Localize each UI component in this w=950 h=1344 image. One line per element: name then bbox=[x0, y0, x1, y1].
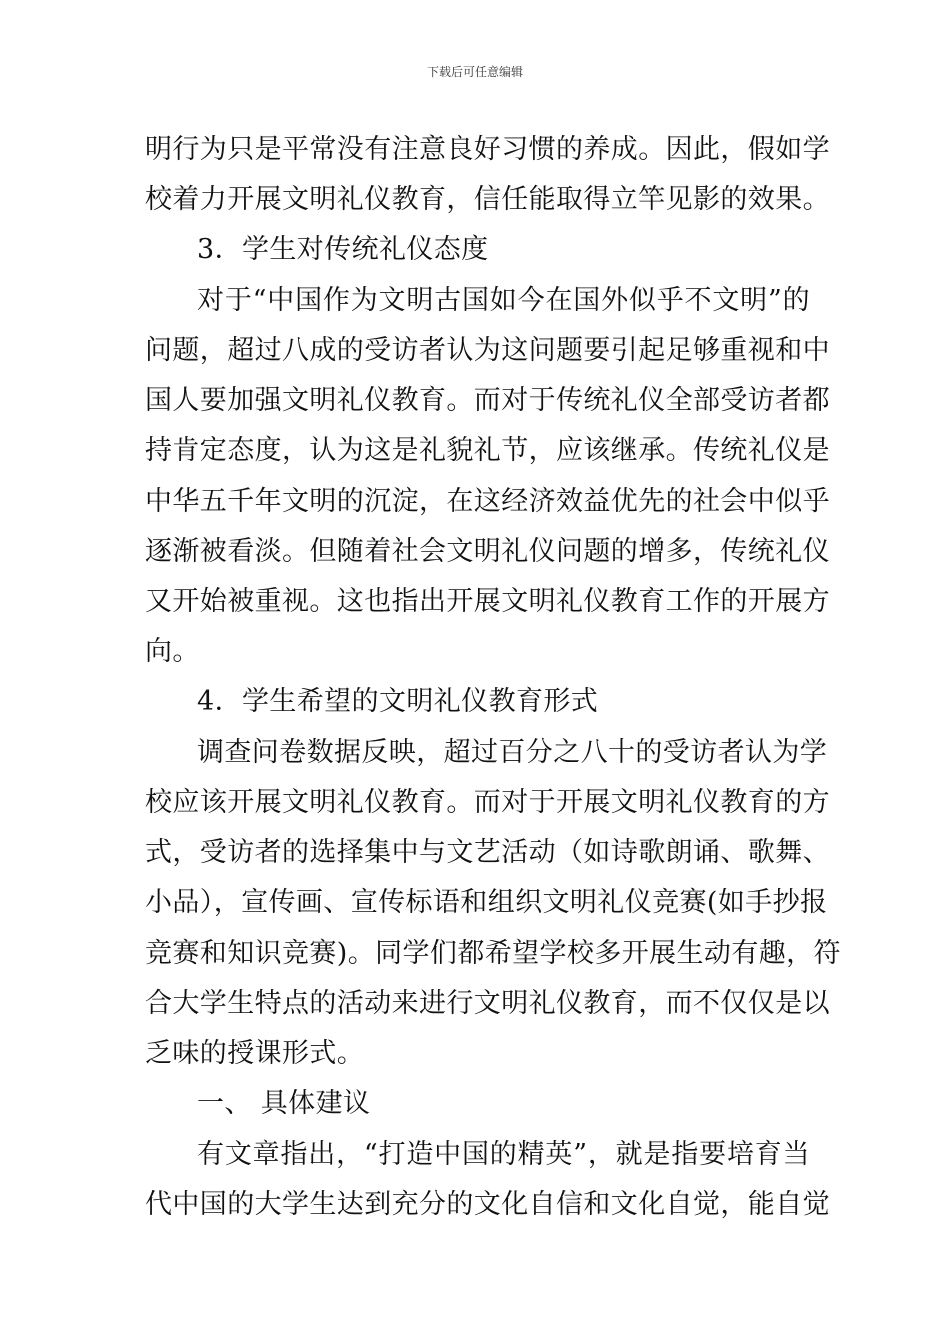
body-line: 乏味的授课形式。 bbox=[145, 1038, 365, 1069]
body-line: 逐渐被看淡。但随着社会文明礼仪问题的增多，传统礼仪 bbox=[145, 536, 830, 567]
body-line: 有文章指出，“打造中国的精英”，就是指要培育当 bbox=[197, 1139, 810, 1170]
body-line: 校着力开展文明礼仪教育，信任能取得立竿见影的效果。 bbox=[145, 184, 830, 215]
body-line: 对于“中国作为文明古国如今在国外似乎不文明”的 bbox=[197, 285, 810, 316]
body-line: 国人要加强文明礼仪教育。而对于传统礼仪全部受访者都 bbox=[145, 385, 830, 416]
body-line: 小品），宣传画、宣传标语和组织文明礼仪竞赛(如手抄报 bbox=[145, 887, 828, 918]
body-line: 又开始被重视。这也指出开展文明礼仪教育工作的开展方 bbox=[145, 586, 830, 617]
body-line: 持肯定态度，认为这是礼貌礼节，应该继承。传统礼仪是 bbox=[145, 435, 830, 466]
body-line: 合大学生特点的活动来进行文明礼仪教育，而不仅仅是以 bbox=[145, 988, 830, 1019]
body-line: 中华五千年文明的沉淀，在这经济效益优先的社会中似乎 bbox=[145, 486, 830, 517]
body-line: 向。 bbox=[145, 636, 200, 667]
section-heading: 一、 具体建议 bbox=[197, 1088, 371, 1119]
body-line: 校应该开展文明礼仪教育。而对于开展文明礼仪教育的方 bbox=[145, 787, 830, 818]
body-line: 调查问卷数据反映，超过百分之八十的受访者认为学 bbox=[197, 737, 828, 768]
body-line: 问题，超过八成的受访者认为这问题要引起足够重视和中 bbox=[145, 335, 830, 366]
body-line: 明行为只是平常没有注意良好习惯的养成。因此，假如学 bbox=[145, 134, 830, 165]
page-header: 下载后可任意编辑 bbox=[426, 65, 523, 79]
body-line: 竞赛和知识竞赛)。同学们都希望学校多开展生动有趣，符 bbox=[145, 938, 841, 969]
section-heading: 3．学生对传统礼仪态度 bbox=[197, 234, 489, 265]
section-heading: 4．学生希望的文明礼仪教育形式 bbox=[197, 686, 599, 717]
body-line: 式，受访者的选择集中与文艺活动（如诗歌朗诵、歌舞、 bbox=[145, 837, 830, 868]
body-line: 代中国的大学生达到充分的文化自信和文化自觉，能自觉 bbox=[145, 1189, 830, 1220]
